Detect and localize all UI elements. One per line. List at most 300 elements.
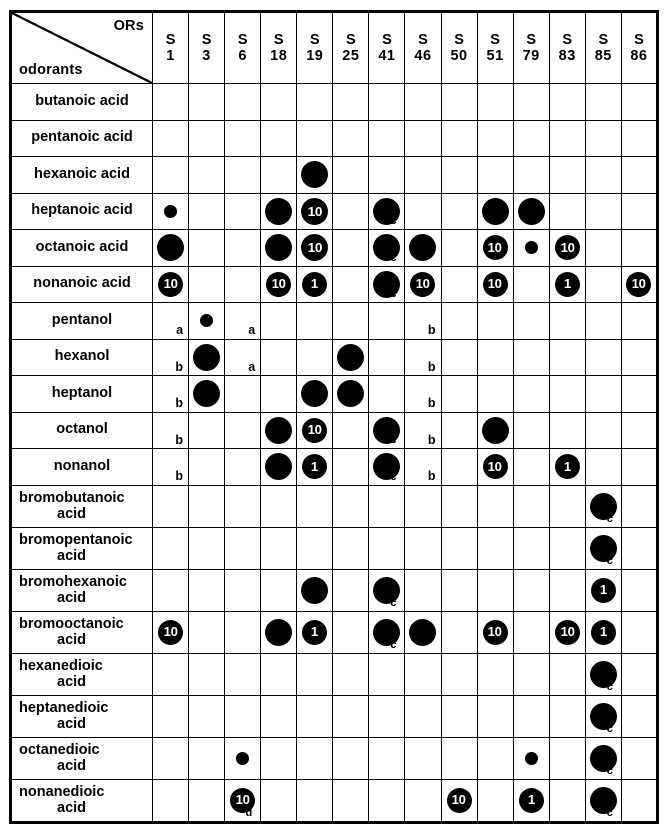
matrix-cell-S86: [621, 611, 657, 653]
row-label-bromopentanoic: [11, 527, 153, 569]
matrix-cell-S50: [441, 84, 477, 121]
matrix-cell-S25: [333, 339, 369, 376]
matrix-cell-S19: [297, 653, 333, 695]
matrix-cell-S85: [585, 339, 621, 376]
matrix-cell-S83: [549, 779, 585, 822]
table-row: [11, 303, 658, 340]
matrix-cell-S51: [477, 737, 513, 779]
matrix-cell-S41: [369, 485, 405, 527]
matrix-cell-S79: [513, 303, 549, 340]
dot-value-label: 1: [311, 277, 319, 291]
matrix-cell-S19: [297, 449, 333, 486]
response-dot: [265, 619, 292, 646]
matrix-cell-S46: [405, 737, 441, 779]
matrix-cell-S51: [477, 339, 513, 376]
cell-content: [514, 780, 549, 821]
matrix-cell-S6: [225, 84, 261, 121]
dot-value-label: 1: [599, 624, 607, 639]
matrix-cell-S83: [549, 569, 585, 611]
row-label-text: nonanol: [53, 457, 111, 474]
matrix-cell-S6: [225, 230, 261, 267]
response-dot: [483, 620, 508, 645]
response-dot: [555, 620, 580, 645]
matrix-cell-S50: [441, 339, 477, 376]
column-header-prefix: S: [309, 31, 320, 48]
column-header-number: 18: [270, 48, 288, 64]
response-dot: [483, 454, 508, 479]
cell-marker-letter: c: [606, 764, 613, 777]
row-label-nonanol: [11, 449, 153, 486]
table-row: [11, 193, 658, 230]
cell-content: [478, 267, 513, 303]
corner-header-cell: [11, 12, 153, 84]
matrix-cell-S41: [369, 695, 405, 737]
matrix-cell-S50: [441, 157, 477, 194]
matrix-cell-S18: [261, 611, 297, 653]
matrix-cell-S25: [333, 569, 369, 611]
cell-content: [189, 340, 224, 376]
matrix-cell-S83: [549, 611, 585, 653]
cell-content: [261, 194, 296, 230]
matrix-cell-S85: [585, 376, 621, 413]
cell-content: [586, 654, 621, 695]
row-label-line1: bromooctanoic: [19, 615, 124, 632]
matrix-cell-S18: [261, 695, 297, 737]
matrix-cell-S1: [153, 449, 189, 486]
matrix-cell-S85: [585, 449, 621, 486]
matrix-cell-S86: [621, 120, 657, 157]
column-header-S79: [513, 12, 549, 84]
cell-content: [369, 612, 404, 653]
matrix-cell-S86: [621, 230, 657, 267]
row-label-line2: acid: [57, 674, 87, 690]
matrix-cell-S86: [621, 266, 657, 303]
row-label-text: butanoic acid: [35, 92, 129, 109]
matrix-cell-S18: [261, 569, 297, 611]
cell-content: [297, 413, 332, 449]
matrix-cell-S41: [369, 339, 405, 376]
response-dot: [410, 272, 435, 297]
matrix-cell-S3: [189, 569, 225, 611]
matrix-cell-S1: [153, 653, 189, 695]
dot-value-label: 1: [599, 582, 607, 597]
matrix-cell-S25: [333, 120, 369, 157]
matrix-cell-S19: [297, 695, 333, 737]
row-label-pentanol: [11, 303, 153, 340]
matrix-cell-S1: [153, 193, 189, 230]
matrix-cell-S19: [297, 737, 333, 779]
matrix-cell-S85: [585, 157, 621, 194]
dot-value-label: 10: [488, 277, 503, 291]
matrix-cell-S3: [189, 695, 225, 737]
matrix-cell-S19: [297, 527, 333, 569]
matrix-cell-S6: [225, 266, 261, 303]
matrix-cell-S19: [297, 376, 333, 413]
response-dot: [265, 198, 292, 225]
table-row: [11, 412, 658, 449]
cell-content: [153, 376, 188, 412]
response-dot: [447, 788, 472, 813]
cell-content: [514, 194, 549, 230]
matrix-cell-S79: [513, 193, 549, 230]
matrix-cell-S18: [261, 412, 297, 449]
matrix-cell-S3: [189, 230, 225, 267]
matrix-cell-S1: [153, 412, 189, 449]
row-label-text: hexanol: [54, 348, 110, 365]
column-header-number: 83: [558, 48, 576, 64]
cell-content: [189, 303, 224, 339]
cell-content: [369, 194, 404, 230]
row-label-line2: acid: [57, 716, 87, 732]
column-header-S18: [261, 12, 297, 84]
dot-value-label: 10: [452, 792, 467, 807]
matrix-cell-S50: [441, 695, 477, 737]
matrix-cell-S85: [585, 120, 621, 157]
matrix-cell-S51: [477, 653, 513, 695]
matrix-cell-S19: [297, 193, 333, 230]
matrix-cell-S1: [153, 737, 189, 779]
response-dot: [409, 234, 436, 261]
row-label-line1: bromobutanoic: [19, 489, 125, 506]
matrix-cell-S86: [621, 569, 657, 611]
column-header-S46: [405, 12, 441, 84]
cell-content: [405, 303, 440, 339]
matrix-cell-S51: [477, 303, 513, 340]
matrix-cell-S50: [441, 485, 477, 527]
matrix-cell-S3: [189, 611, 225, 653]
odorant-receptor-matrix-table: [9, 10, 659, 824]
matrix-cell-S3: [189, 120, 225, 157]
matrix-cell-S46: [405, 611, 441, 653]
column-header-number: 50: [450, 48, 468, 64]
column-header-prefix: S: [526, 31, 536, 48]
matrix-cell-S6: [225, 485, 261, 527]
dot-value-label: 1: [527, 792, 535, 807]
matrix-cell-S41: [369, 230, 405, 267]
matrix-cell-S6: [225, 412, 261, 449]
odorants-axis-label: odorants: [19, 62, 83, 78]
response-dot: [591, 578, 616, 603]
matrix-cell-S1: [153, 266, 189, 303]
cell-content: [478, 413, 513, 449]
cell-marker-letter: c: [606, 554, 613, 567]
matrix-cell-S79: [513, 120, 549, 157]
table-row: [11, 376, 658, 413]
matrix-cell-S46: [405, 230, 441, 267]
matrix-cell-S51: [477, 695, 513, 737]
matrix-cell-S41: [369, 611, 405, 653]
cell-content: [586, 738, 621, 779]
matrix-cell-S18: [261, 193, 297, 230]
response-dot: [337, 380, 364, 407]
matrix-cell-S51: [477, 120, 513, 157]
row-label-text: heptanol: [51, 384, 113, 401]
matrix-cell-S19: [297, 84, 333, 121]
matrix-cell-S86: [621, 303, 657, 340]
response-dot: [302, 418, 327, 443]
cell-content: [586, 528, 621, 569]
matrix-cell-S19: [297, 266, 333, 303]
column-header-S25: [333, 12, 369, 84]
matrix-cell-S18: [261, 157, 297, 194]
dot-value-label: 10: [560, 624, 575, 639]
matrix-cell-S85: [585, 266, 621, 303]
corner-inner: [12, 13, 152, 83]
row-label-line2: acid: [57, 506, 87, 522]
table-row: [11, 120, 658, 157]
matrix-cell-S18: [261, 376, 297, 413]
matrix-cell-S51: [477, 84, 513, 121]
cell-content: [297, 230, 332, 266]
response-dot: [409, 619, 436, 646]
cell-footnote-letter: b: [175, 432, 184, 447]
column-header-prefix: S: [346, 31, 356, 48]
column-header-S3: [189, 12, 225, 84]
cell-content: [153, 612, 188, 653]
cell-marker-letter: c: [390, 638, 397, 651]
matrix-cell-S46: [405, 412, 441, 449]
dot-value-label: 10: [488, 459, 503, 474]
response-dot: [626, 272, 651, 297]
matrix-cell-S83: [549, 339, 585, 376]
matrix-cell-S18: [261, 653, 297, 695]
column-header-number: 46: [414, 48, 432, 64]
matrix-cell-S41: [369, 84, 405, 121]
response-dot: [525, 241, 538, 254]
column-header-prefix: S: [201, 31, 212, 48]
cell-content: [514, 738, 549, 779]
cell-content: [550, 449, 585, 485]
matrix-cell-S50: [441, 527, 477, 569]
matrix-cell-S46: [405, 120, 441, 157]
matrix-cell-S85: [585, 569, 621, 611]
cell-content: [153, 230, 188, 266]
matrix-cell-S6: [225, 611, 261, 653]
column-header-S6: [225, 12, 261, 84]
matrix-cell-S6: [225, 695, 261, 737]
matrix-cell-S50: [441, 412, 477, 449]
response-dot: [266, 272, 291, 297]
matrix-cell-S25: [333, 266, 369, 303]
response-dot: [482, 198, 509, 225]
matrix-cell-S83: [549, 449, 585, 486]
cell-marker-letter: c: [390, 251, 397, 264]
row-label-hexanoic-acid: [11, 157, 153, 194]
matrix-cell-S46: [405, 266, 441, 303]
matrix-cell-S46: [405, 193, 441, 230]
matrix-cell-S50: [441, 779, 477, 822]
matrix-cell-S83: [549, 695, 585, 737]
cell-content: [261, 230, 296, 266]
response-dot: [302, 272, 327, 297]
response-dot: [301, 234, 328, 261]
cell-content: [478, 612, 513, 653]
matrix-cell-S18: [261, 84, 297, 121]
cell-content: [297, 449, 332, 485]
row-label-text: octanoic acid: [35, 238, 129, 255]
matrix-cell-S6: [225, 120, 261, 157]
response-dot: [200, 314, 213, 327]
matrix-cell-S50: [441, 193, 477, 230]
table-row: [11, 653, 658, 695]
cell-marker-letter: c: [606, 722, 613, 735]
response-dot: [519, 788, 544, 813]
column-header-prefix: S: [598, 31, 609, 48]
matrix-cell-S79: [513, 266, 549, 303]
cell-content: [261, 612, 296, 653]
matrix-cell-S79: [513, 157, 549, 194]
row-label-text: heptanoic acid: [31, 202, 133, 219]
row-label-line2: acid: [57, 800, 87, 816]
cell-marker-letter: c: [606, 512, 613, 525]
matrix-cell-S83: [549, 485, 585, 527]
cell-content: [297, 612, 332, 653]
matrix-cell-S18: [261, 120, 297, 157]
column-header-prefix: S: [454, 31, 464, 48]
matrix-cell-S50: [441, 737, 477, 779]
row-label-text: pentanoic acid: [31, 129, 133, 146]
matrix-cell-S41: [369, 449, 405, 486]
matrix-cell-S83: [549, 303, 585, 340]
dot-value-label: 10: [488, 624, 503, 639]
matrix-cell-S79: [513, 449, 549, 486]
matrix-cell-S46: [405, 157, 441, 194]
cell-content: [225, 340, 260, 376]
cell-content: [405, 340, 440, 376]
column-header-prefix: S: [237, 31, 248, 48]
dot-value-label: 1: [311, 459, 319, 474]
cell-content: [586, 570, 621, 611]
matrix-cell-S3: [189, 779, 225, 822]
cell-footnote-letter: a: [176, 323, 184, 337]
cell-content: [478, 230, 513, 266]
matrix-cell-S25: [333, 303, 369, 340]
matrix-cell-S19: [297, 303, 333, 340]
cell-content: [405, 413, 440, 449]
matrix-cell-S3: [189, 485, 225, 527]
row-label-nonanedioic: [11, 779, 153, 822]
table-row: [11, 230, 658, 267]
response-dot: [265, 234, 292, 261]
matrix-cell-S41: [369, 303, 405, 340]
matrix-cell-S19: [297, 412, 333, 449]
dot-value-label: 10: [271, 277, 286, 291]
matrix-cell-S51: [477, 611, 513, 653]
matrix-cell-S50: [441, 569, 477, 611]
response-dot: [337, 344, 364, 371]
matrix-cell-S19: [297, 485, 333, 527]
cell-marker-letter: c: [390, 470, 397, 483]
matrix-cell-S79: [513, 527, 549, 569]
matrix-cell-S3: [189, 449, 225, 486]
matrix-cell-S46: [405, 84, 441, 121]
dot-value-label: 10: [488, 240, 503, 255]
matrix-cell-S6: [225, 527, 261, 569]
matrix-cell-S51: [477, 779, 513, 822]
matrix-cell-S85: [585, 230, 621, 267]
matrix-cell-S25: [333, 485, 369, 527]
matrix-cell-S85: [585, 485, 621, 527]
matrix-cell-S25: [333, 779, 369, 822]
response-dot: [555, 235, 580, 260]
response-dot: [483, 235, 508, 260]
cell-content: [405, 267, 440, 303]
matrix-cell-S6: [225, 653, 261, 695]
response-dot: [265, 417, 292, 444]
dot-value-label: 10: [163, 624, 178, 639]
row-label-text: nonanoic acid: [33, 275, 131, 292]
matrix-cell-S18: [261, 485, 297, 527]
row-label-line2: acid: [57, 548, 87, 564]
matrix-cell-S85: [585, 412, 621, 449]
matrix-cell-S79: [513, 653, 549, 695]
matrix-cell-S83: [549, 120, 585, 157]
cell-content: [297, 157, 332, 193]
matrix-cell-S25: [333, 695, 369, 737]
matrix-cell-S41: [369, 266, 405, 303]
cell-content: [514, 230, 549, 266]
matrix-cell-S19: [297, 569, 333, 611]
matrix-cell-S86: [621, 339, 657, 376]
matrix-cell-S19: [297, 157, 333, 194]
matrix-cell-S6: [225, 303, 261, 340]
row-label-text: hexanoic acid: [34, 165, 130, 182]
cell-content: [225, 303, 260, 339]
response-dot: [301, 198, 328, 225]
matrix-cell-S51: [477, 449, 513, 486]
matrix-cell-S86: [621, 412, 657, 449]
cell-content: [442, 780, 477, 821]
cell-footnote-letter: b: [427, 359, 436, 374]
matrix-cell-S79: [513, 485, 549, 527]
matrix-cell-S85: [585, 193, 621, 230]
matrix-cell-S83: [549, 376, 585, 413]
cell-content: [550, 230, 585, 266]
table-row: [11, 527, 658, 569]
column-header-S41: [369, 12, 405, 84]
matrix-cell-S51: [477, 193, 513, 230]
column-header-number: 86: [630, 48, 648, 64]
column-header-number: 19: [306, 48, 324, 64]
matrix-cell-S79: [513, 376, 549, 413]
table-row: [11, 157, 658, 194]
matrix-cell-S41: [369, 157, 405, 194]
table-row: [11, 611, 658, 653]
matrix-cell-S79: [513, 779, 549, 822]
response-dot: [482, 417, 509, 444]
response-dot: [164, 205, 177, 218]
matrix-cell-S46: [405, 339, 441, 376]
cell-footnote-letter: b: [427, 396, 436, 410]
matrix-cell-S50: [441, 230, 477, 267]
matrix-cell-S51: [477, 230, 513, 267]
matrix-cell-S41: [369, 653, 405, 695]
dot-value-label: 10: [307, 240, 323, 256]
column-header-prefix: S: [418, 31, 428, 48]
matrix-cell-S86: [621, 527, 657, 569]
cell-content: [153, 303, 188, 339]
matrix-cell-S6: [225, 376, 261, 413]
matrix-cell-S46: [405, 303, 441, 340]
matrix-cell-S51: [477, 266, 513, 303]
matrix-cell-S79: [513, 412, 549, 449]
cell-content: [153, 340, 188, 376]
cell-content: [369, 449, 404, 485]
matrix-cell-S50: [441, 120, 477, 157]
matrix-cell-S79: [513, 737, 549, 779]
cell-content: [153, 413, 188, 449]
row-label-pentanoic-acid: [11, 120, 153, 157]
